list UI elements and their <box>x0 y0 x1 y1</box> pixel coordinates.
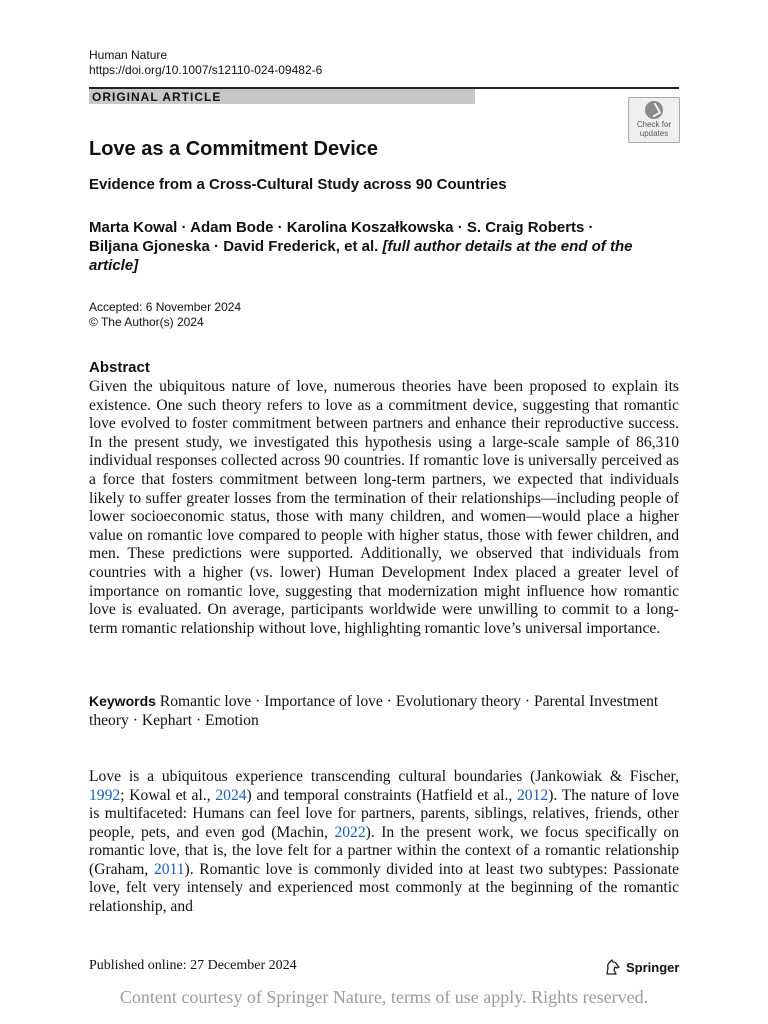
citation-link[interactable]: 1992 <box>89 786 121 804</box>
accepted-date: Accepted: 6 November 2024 <box>89 300 242 314</box>
citation-link[interactable]: 2024 <box>215 786 247 804</box>
check-updates-icon <box>645 101 663 119</box>
body-text-4: ). The nature of love is multifaceted: Humans can feel love for partners, parents, siblings, relatives, friends, other people, pets, and even god (Machin, <box>89 786 679 841</box>
journal-name: Human Nature <box>89 48 168 62</box>
article-dates <box>89 300 241 330</box>
publisher-name: Springer <box>626 959 680 975</box>
citation-link[interactable]: 2012 <box>517 786 549 804</box>
body-text-1: Love is a ubiquitous experience transcending cultural boundaries (Jankowiak & Fischer, <box>89 768 679 785</box>
check-for-updates-button[interactable] <box>628 97 680 143</box>
citation-link[interactable]: 2011 <box>153 860 185 878</box>
article-title: Love as a Commitment Device <box>89 138 378 160</box>
publisher-logo <box>604 959 679 975</box>
body-text-2: ; Kowal et al., <box>120 786 216 804</box>
journal-header <box>89 48 322 78</box>
doi-link[interactable]: https://doi.org/10.1007/s12110-024-09482-6 <box>89 63 323 77</box>
check-updates-line1: Check for <box>636 120 672 129</box>
authors-line2: Biljana Gjoneska · David Frederick, et al. <box>89 238 379 255</box>
author-list <box>89 218 679 275</box>
author-details-note: [full author details at the end of the article] <box>89 238 633 274</box>
body-text-6: ). Romantic love is commonly divided into at least two subtypes: Passionate love, felt very intensely and experienced most commonly at the beginning of the romantic relationship, and <box>89 860 679 915</box>
courtesy-notice: Content courtesy of Springer Nature, terms of use apply. Rights reserved. <box>119 987 649 1007</box>
article-type-label: ORIGINAL ARTICLE <box>89 89 475 104</box>
abstract-heading: Abstract <box>89 359 150 376</box>
keywords-section <box>89 692 679 730</box>
body-text-3: ) and temporal constraints (Hatfield et al., <box>246 786 517 804</box>
citation-link[interactable]: 2022 <box>334 823 366 841</box>
body-paragraph <box>89 768 679 916</box>
keywords-text: Romantic love · Importance of love · Evolutionary theory · Parental Investment theory · Kephart · Emotion <box>89 693 659 729</box>
body-text-5: ). In the present work, we focus specifically on romantic love, that is, the love felt for a partner within the context of a romantic relationship (Graham, <box>89 823 679 878</box>
copyright-notice: © The Author(s) 2024 <box>89 315 204 329</box>
abstract-text: Given the ubiquitous nature of love, numerous theories have been proposed to explain its existence. One such theory refers to love as a commitment device, suggesting that romantic love evolved to foster commitment between partners and enhance their reproductive success. In the present study, we investigated this hypothesis using a large-scale sample of 86,310 individual responses collected across 90 countries. If romantic love is universally perceived as a force that fosters commitment between long-term partners, we expected that individuals likely to suffer greater losses from the termination of their relationships—including people of lower socioeconomic status, those with many children, and women—would place a higher value on romantic love compared to people with higher status, those with fewer children, and men. These predictions were supported. Additionally, we observed that individuals from countries with a higher (vs. lower) Human Development Index placed a greater level of importance on romantic love, suggesting that modernization might influence how romantic love is evaluated. On average, participants worldwide were unwilling to commit to a long-term romantic relationship without love, highlighting romantic love’s universal importance. <box>89 378 679 637</box>
authors-line1: Marta Kowal · Adam Bode · Karolina Koszałkowska · S. Craig Roberts · <box>89 219 594 236</box>
published-date: Published online: 27 December 2024 <box>89 958 297 973</box>
springer-horse-icon <box>604 959 622 975</box>
keywords-label: Keywords <box>89 693 156 709</box>
article-subtitle: Evidence from a Cross-Cultural Study across 90 Countries <box>89 176 507 193</box>
check-updates-line2: updates <box>639 129 669 138</box>
